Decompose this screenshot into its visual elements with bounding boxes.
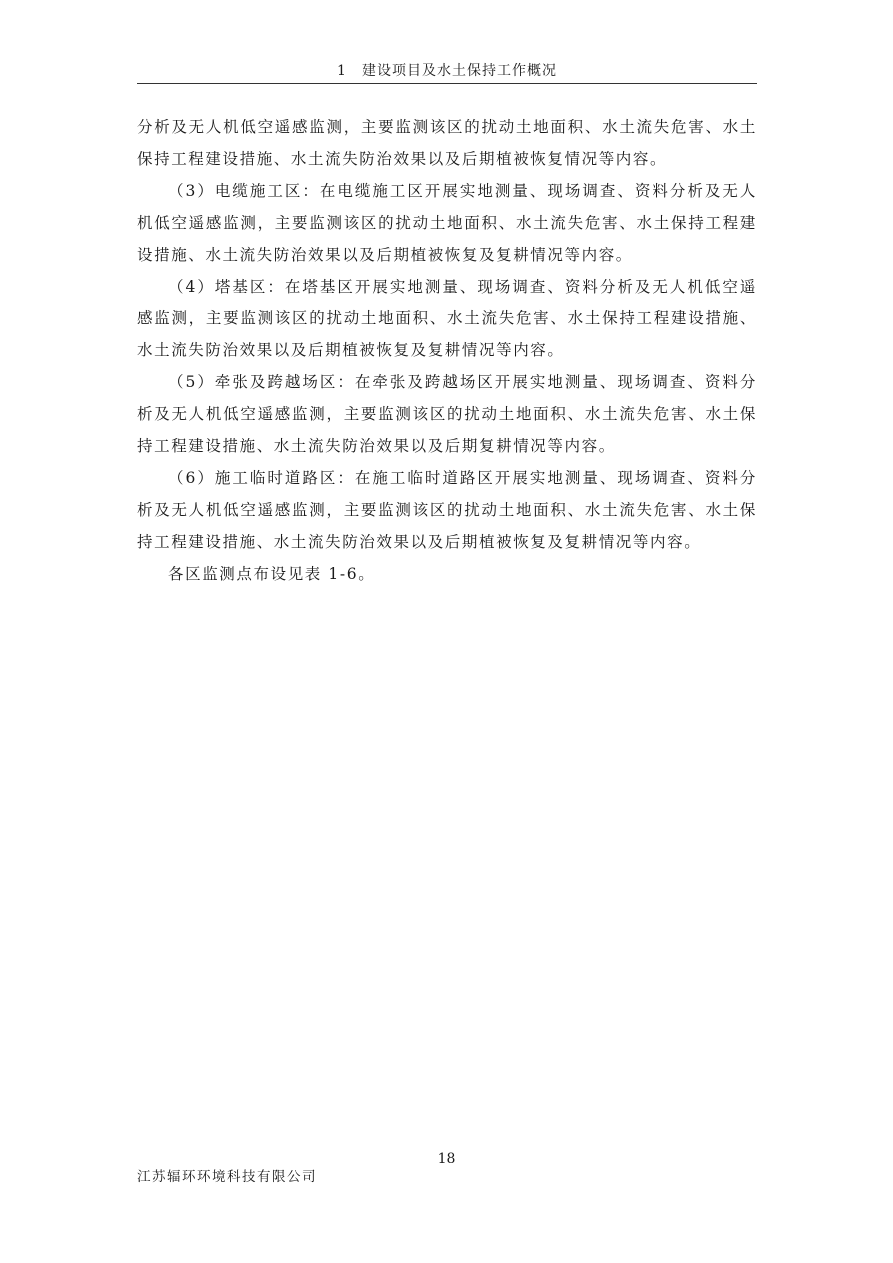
page-header-title: 1 建设项目及水土保持工作概况 xyxy=(337,63,557,79)
paragraph-table-reference: 各区监测点布设见表 1-6。 xyxy=(168,564,376,583)
document-body xyxy=(137,112,757,591)
header-divider xyxy=(137,83,757,84)
page-number: 18 xyxy=(437,1151,456,1167)
paragraph-continuation: 分析及无人机低空遥感监测，主要监测该区的扰动土地面积、水土流失危害、水土保持工程建设措施、水土流失防治效果以及后期植被恢复情况等内容。 xyxy=(137,118,757,168)
footer-company-name: 江苏辐环环境科技有限公司 xyxy=(137,1169,317,1185)
paragraph-stringing-crossing-area: （5）牵张及跨越场区：在牵张及跨越场区开展实地测量、现场调查、资料分析及无人机低空遥感监测，主要监测该区的扰动土地面积、水土流失危害、水土保持工程建设措施、水土流失防治效果以及后期复耕情况等内容。 xyxy=(137,373,757,456)
paragraph-temporary-road-area: （6）施工临时道路区：在施工临时道路区开展实地测量、现场调查、资料分析及无人机低空遥感监测，主要监测该区的扰动土地面积、水土流失危害、水土保持工程建设措施、水土流失防治效果以及后期植被恢复及复耕情况等内容。 xyxy=(137,468,757,551)
paragraph-tower-base-area: （4）塔基区：在塔基区开展实地测量、现场调查、资料分析及无人机低空遥感监测，主要监测该区的扰动土地面积、水土流失危害、水土保持工程建设措施、水土流失防治效果以及后期植被恢复及复耕情况等内容。 xyxy=(137,277,757,360)
paragraph-cable-construction-area: （3）电缆施工区：在电缆施工区开展实地测量、现场调查、资料分析及无人机低空遥感监测，主要监测该区的扰动土地面积、水土流失危害、水土保持工程建设措施、水土流失防治效果以及后期植被恢复及复耕情况等内容。 xyxy=(137,181,757,264)
